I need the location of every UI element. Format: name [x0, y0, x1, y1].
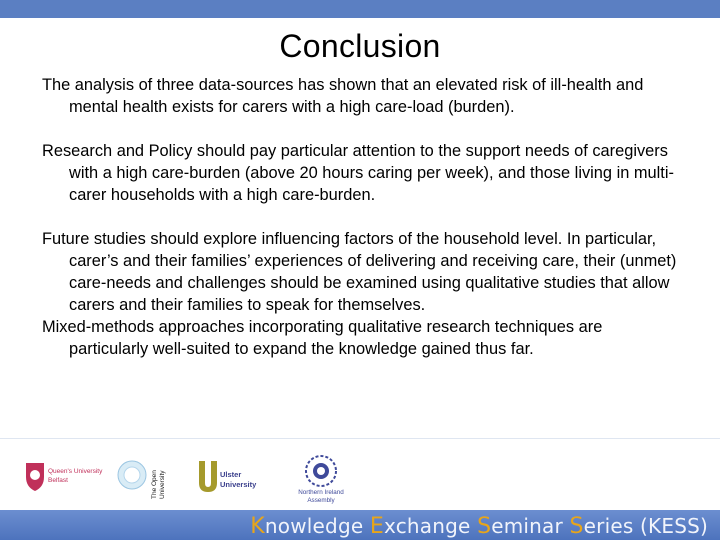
nia-logo-line1: Northern Ireland — [298, 489, 344, 496]
ulster-logo-line1: Ulster — [220, 470, 242, 479]
northern-ireland-assembly-logo — [284, 453, 358, 505]
footer-banner — [0, 510, 720, 540]
top-accent-bar — [0, 0, 720, 18]
queens-logo-line2: Belfast — [48, 477, 68, 484]
kess-word-exchange: xchange — [384, 514, 478, 538]
queens-university-logo — [22, 457, 103, 497]
open-logo-line2: University — [159, 470, 166, 499]
slide-title: Conclusion — [279, 28, 441, 64]
paragraph-mixed-methods: Mixed-methods approaches incorporating qualitative research techniques are particularly well-suited to expand the knowledge gained thus far. — [42, 318, 603, 358]
paragraph-analysis: The analysis of three data-sources has shown that an elevated risk of ill-health and mental health exists for carers with a high care-load (burden). — [42, 76, 644, 116]
kess-initial-s1: S — [477, 514, 492, 539]
kess-word-series: eries (KESS) — [583, 514, 708, 538]
open-university-logo — [116, 459, 172, 505]
ulster-logo-line2: University — [220, 480, 257, 489]
partner-logo-strip — [0, 438, 720, 511]
paragraph-future-studies: Future studies should explore influencing factors of the household level. In particular, carer’s and their families’ experiences of delivering and receiving care, their (unmet) care-needs and challenges should be examined using qualitative studies that allow carers and their families to speak for themselves. — [42, 230, 677, 314]
slide-body — [42, 74, 682, 360]
ulster-university-logo — [196, 459, 266, 499]
open-logo-line1: The Open — [151, 470, 158, 499]
kess-initial-s2: S — [569, 514, 584, 539]
kess-word-seminar: eminar — [491, 514, 570, 538]
kess-initial-k: K — [250, 514, 265, 539]
queens-logo-line1: Queen's University — [48, 468, 103, 475]
kess-initial-e: E — [369, 514, 385, 539]
nia-logo-line2: Assembly — [307, 497, 335, 504]
paragraph-research-policy: Research and Policy should pay particular attention to the support needs of caregivers with a high care-burden (above 20 hours caring per week), and those living in multi-carer households with a high care-burden. — [42, 142, 674, 204]
kess-word-knowledge: nowledge — [264, 514, 370, 538]
kess-banner-text — [250, 514, 708, 539]
